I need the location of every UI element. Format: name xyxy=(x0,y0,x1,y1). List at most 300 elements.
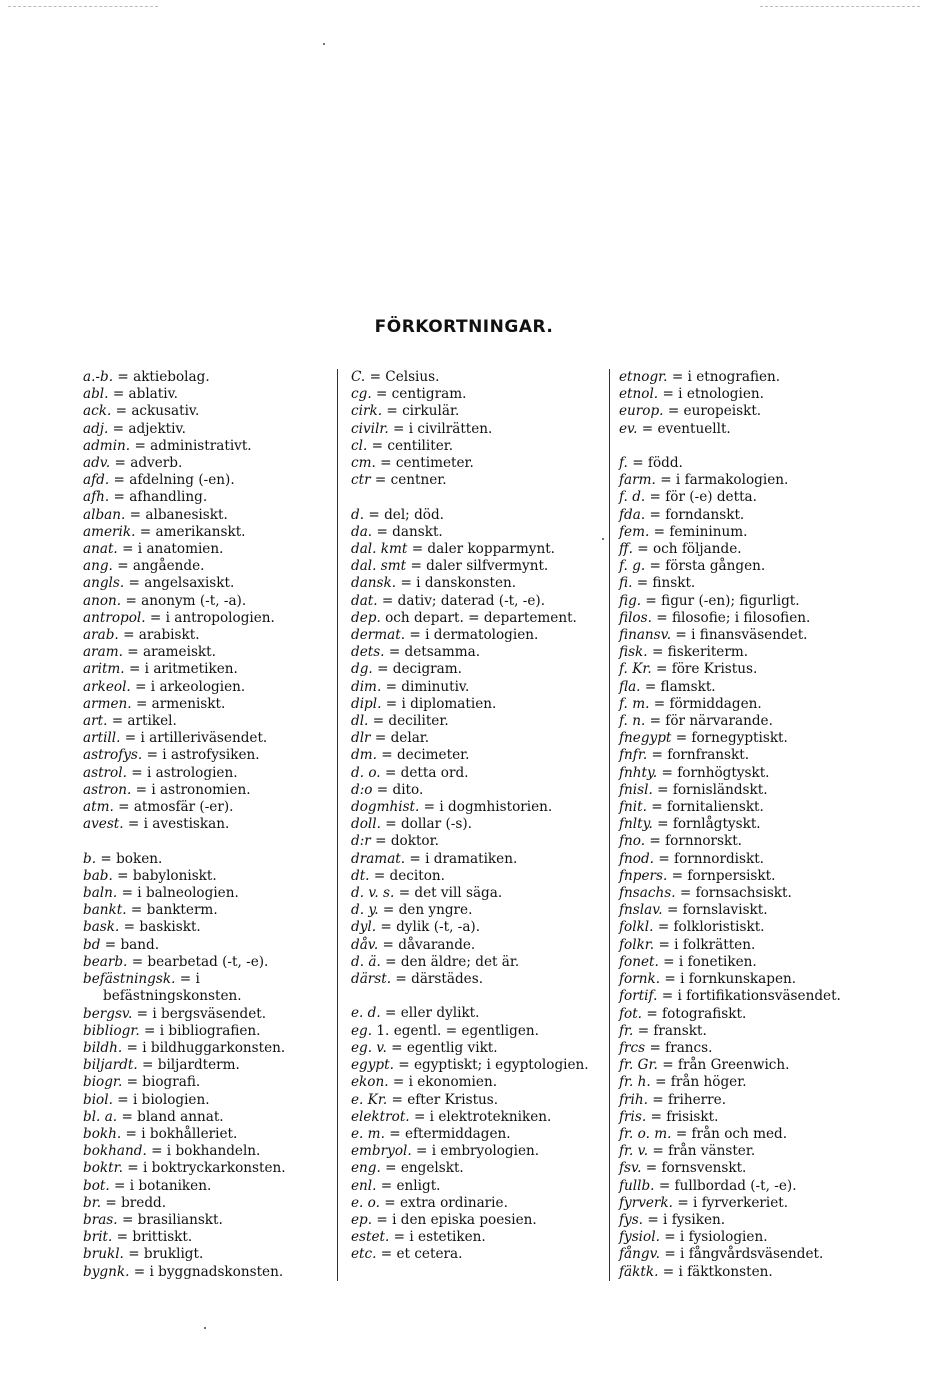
definition: = fotografiskt. xyxy=(646,1005,747,1022)
abbreviation-entry xyxy=(83,954,333,971)
definition: = atmosfär (-er). xyxy=(118,799,234,816)
abbreviation-entry xyxy=(351,472,606,489)
definition: = i artilleriväsendet. xyxy=(124,730,268,747)
abbreviation-entry xyxy=(351,1195,606,1212)
abbreviation-entry xyxy=(619,386,869,403)
abbreviation-entry xyxy=(83,644,333,661)
abbreviation: arkeol. xyxy=(83,678,131,695)
abbreviation: d. ä. xyxy=(351,953,381,970)
abbreviation: fot. xyxy=(619,1005,642,1022)
definition: = adverb. xyxy=(114,455,183,472)
abbreviation: d. v. s. xyxy=(351,885,395,902)
abbreviation-entry xyxy=(351,610,606,627)
definition: = för (-e) detta. xyxy=(649,489,757,506)
abbreviation: d:r xyxy=(351,833,371,850)
definition: = före Kristus. xyxy=(656,661,758,678)
abbreviation-entry xyxy=(351,902,606,919)
abbreviation-entry xyxy=(83,627,333,644)
abbreviation: afh. xyxy=(83,489,110,506)
abbreviation-entry xyxy=(83,438,333,455)
abbreviation-entry xyxy=(619,507,869,524)
abbreviation-entry xyxy=(83,489,333,506)
definition: = efter Kristus. xyxy=(391,1091,499,1108)
definition: = i den episka poesien. xyxy=(376,1211,537,1228)
definition: = flamskt. xyxy=(644,678,716,695)
abbreviation: fyrverk. xyxy=(619,1194,673,1211)
definition: = decigram. xyxy=(377,661,462,678)
definition: = baskiskt. xyxy=(123,919,201,936)
definition: = brukligt. xyxy=(128,1246,204,1263)
abbreviation-entry xyxy=(619,1057,869,1074)
abbreviation: doll. xyxy=(351,816,381,833)
abbreviation-entry xyxy=(351,541,606,558)
definition: = friherre. xyxy=(652,1091,727,1108)
abbreviation: antropol. xyxy=(83,609,146,626)
abbreviation-entry xyxy=(83,816,333,833)
abbreviation: dramat. xyxy=(351,850,406,867)
abbreviation-entry xyxy=(619,799,869,816)
abbreviation-entry xyxy=(83,1006,333,1023)
abbreviation-entry xyxy=(83,1229,333,1246)
abbreviation-entry xyxy=(83,593,333,610)
definition: = dylik (-t, -a). xyxy=(380,919,481,936)
abbreviation: fnlty. xyxy=(619,816,653,833)
abbreviation-entry xyxy=(619,902,869,919)
abbreviation: alban. xyxy=(83,506,126,523)
abbreviation: fullb. xyxy=(619,1177,655,1194)
definition: = administrativt. xyxy=(134,437,252,454)
definition: = fornsvenskt. xyxy=(645,1160,747,1177)
abbreviation: fångv. xyxy=(619,1246,660,1263)
abbreviation-entry xyxy=(619,954,869,971)
abbreviation: e. m. xyxy=(351,1125,385,1142)
definition: = i fornkunskapen. xyxy=(664,971,797,988)
definition: = del; död. xyxy=(368,506,444,523)
abbreviation: angls. xyxy=(83,575,125,592)
abbreviation-entry xyxy=(619,1212,869,1229)
abbreviation: fnpers. xyxy=(619,867,668,884)
abbreviation-entry xyxy=(619,541,869,558)
definition: = den äldre; det är. xyxy=(385,953,520,970)
definition: = aktiebolag. xyxy=(117,369,210,385)
definition: = fornpersiskt. xyxy=(671,867,776,884)
abbreviation: ff. xyxy=(619,541,633,558)
abbreviation-entry xyxy=(83,1195,333,1212)
abbreviation-entry xyxy=(351,868,606,885)
abbreviation-column-1 xyxy=(83,369,333,1281)
abbreviation: dansk. xyxy=(351,575,397,592)
abbreviation: astron. xyxy=(83,781,132,798)
abbreviation: ang. xyxy=(83,558,113,575)
definition: = i befästningskonsten. xyxy=(103,971,242,1005)
definition: = centigram. xyxy=(375,386,467,403)
definition: = fiskeriterm. xyxy=(651,644,749,661)
abbreviation-entry xyxy=(351,1005,606,1022)
definition: = arabiskt. xyxy=(123,627,200,644)
abbreviation: ev. xyxy=(619,420,638,437)
definition: = född. xyxy=(632,455,683,471)
definition: = armeniskt. xyxy=(135,695,226,712)
abbreviation: f. m. xyxy=(619,695,650,712)
abbreviation-entry xyxy=(619,782,869,799)
definition: = fornitalienskt. xyxy=(651,799,764,816)
abbreviation: dets. xyxy=(351,644,385,661)
abbreviation: br. xyxy=(83,1194,102,1211)
abbreviation: fris. xyxy=(619,1108,647,1125)
abbreviation: C. xyxy=(351,369,366,385)
abbreviation: dermat. xyxy=(351,627,406,644)
section-gap xyxy=(351,988,606,1005)
definition: = för närvarande. xyxy=(649,713,773,730)
abbreviation-entry xyxy=(351,1126,606,1143)
abbreviation-entry xyxy=(619,919,869,936)
abbreviation: dlr xyxy=(351,730,371,747)
speck xyxy=(204,1327,206,1329)
definition: = fornhögtyskt. xyxy=(661,764,770,781)
abbreviation: fem. xyxy=(619,523,650,540)
abbreviation: ekon. xyxy=(351,1074,389,1091)
abbreviation: admin. xyxy=(83,437,131,454)
abbreviation: atm. xyxy=(83,799,114,816)
abbreviation-entry xyxy=(83,799,333,816)
definition: = decimeter. xyxy=(381,747,470,764)
definition: = i botaniken. xyxy=(114,1177,212,1194)
definition: = i dramatiken. xyxy=(409,850,518,867)
abbreviation: da. xyxy=(351,523,373,540)
abbreviation-entry xyxy=(619,1160,869,1177)
section-gap xyxy=(83,833,333,850)
abbreviation-entry xyxy=(83,1264,333,1281)
definition: = folkloristiskt. xyxy=(657,919,765,936)
abbreviation: frcs xyxy=(619,1039,646,1056)
abbreviation: fno. xyxy=(619,833,646,850)
abbreviation-entry xyxy=(351,661,606,678)
abbreviation-entry xyxy=(619,403,869,420)
abbreviation-entry xyxy=(351,1074,606,1091)
definition: = i antropologien. xyxy=(149,609,275,626)
abbreviation-entry xyxy=(351,1246,606,1263)
definition: = förmiddagen. xyxy=(653,695,762,712)
definition: = dollar (-s). xyxy=(385,816,472,833)
abbreviation: anat. xyxy=(83,541,118,558)
abbreviation: fäktk. xyxy=(619,1263,659,1280)
abbreviation-entry xyxy=(83,851,333,868)
abbreviation-entry xyxy=(619,1040,869,1057)
abbreviation-entry xyxy=(83,747,333,764)
definition: = i folkrätten. xyxy=(658,936,756,953)
abbreviation-entry xyxy=(619,455,869,472)
abbreviation: fnfr. xyxy=(619,747,648,764)
abbreviation-entry xyxy=(83,937,333,954)
abbreviation-entry xyxy=(351,1092,606,1109)
abbreviation-entry xyxy=(619,369,869,386)
definition: = engelskt. xyxy=(385,1160,464,1177)
abbreviation-entry xyxy=(619,489,869,506)
definition: = biografi. xyxy=(126,1074,201,1091)
definition: = i boktryckarkonsten. xyxy=(127,1160,286,1177)
abbreviation: brit. xyxy=(83,1229,113,1246)
abbreviation-entry xyxy=(83,507,333,524)
abbreviation: farm. xyxy=(619,472,656,489)
abbreviation: enl. xyxy=(351,1177,377,1194)
abbreviation: dg. xyxy=(351,661,373,678)
abbreviation: bd xyxy=(83,936,101,953)
abbreviation: baln. xyxy=(83,885,118,902)
abbreviation: a.-b. xyxy=(83,369,114,385)
definition: = centner. xyxy=(374,472,447,489)
definition: = adjektiv. xyxy=(112,420,186,437)
column-divider xyxy=(609,369,610,1281)
abbreviation-entry xyxy=(83,1109,333,1126)
abbreviation-entry xyxy=(83,472,333,489)
definition: = detta ord. xyxy=(384,764,469,781)
abbreviation-entry xyxy=(619,937,869,954)
abbreviation-entry xyxy=(83,455,333,472)
abbreviation-entry xyxy=(83,868,333,885)
abbreviation-entry xyxy=(351,644,606,661)
definition: = detsamma. xyxy=(388,644,481,661)
abbreviation: fda. xyxy=(619,506,646,523)
definition: = i civilrätten. xyxy=(393,420,493,437)
definition: = i ekonomien. xyxy=(392,1074,498,1091)
abbreviation-entry xyxy=(619,1023,869,1040)
definition: = bredd. xyxy=(105,1194,167,1211)
definition: = extra ordinarie. xyxy=(384,1194,508,1211)
abbreviation-entry xyxy=(351,954,606,971)
abbreviation-entry xyxy=(619,558,869,575)
abbreviation-entry xyxy=(351,455,606,472)
definition: = brasilianskt. xyxy=(121,1211,223,1228)
definition: = i dogmhistorien. xyxy=(423,799,553,816)
abbreviation: bygnk. xyxy=(83,1263,130,1280)
abbreviation: astrofys. xyxy=(83,747,143,764)
abbreviation-entry xyxy=(83,1074,333,1091)
abbreviation: egypt. xyxy=(351,1057,394,1074)
definition: = från Greenwich. xyxy=(662,1057,790,1074)
abbreviation-entry xyxy=(619,1246,869,1263)
abbreviation-entry xyxy=(619,1126,869,1143)
abbreviation-entry xyxy=(619,730,869,747)
abbreviation: bl. a. xyxy=(83,1108,118,1125)
abbreviation: biogr. xyxy=(83,1074,123,1091)
definition: = dåvarande. xyxy=(382,936,476,953)
definition: = egyptiskt; i egyptologien. xyxy=(398,1057,589,1074)
definition: = i danskonsten. xyxy=(400,575,517,592)
abbreviation-entry xyxy=(619,472,869,489)
definition: = filosofie; i filosofien. xyxy=(656,609,811,626)
abbreviation-entry xyxy=(83,1126,333,1143)
definition: = i biologien. xyxy=(117,1091,210,1108)
abbreviation-entry xyxy=(619,765,869,782)
abbreviation: cl. xyxy=(351,437,368,454)
definition: = i elektrotekniken. xyxy=(413,1108,552,1125)
abbreviation: elektrot. xyxy=(351,1108,410,1125)
definition: = europeiskt. xyxy=(667,403,762,420)
abbreviation-entry xyxy=(619,627,869,644)
abbreviation-entry xyxy=(351,575,606,592)
abbreviation-entry xyxy=(83,1178,333,1195)
abbreviation: dyl. xyxy=(351,919,377,936)
abbreviation: fysiol. xyxy=(619,1229,660,1246)
abbreviation: abl. xyxy=(83,386,109,403)
definition: = franskt. xyxy=(637,1022,707,1039)
abbreviation: dal. smt xyxy=(351,558,407,575)
abbreviation: f. xyxy=(619,455,628,471)
definition: = dito. xyxy=(376,781,424,798)
definition: = från och med. xyxy=(675,1125,788,1142)
abbreviation: frih. xyxy=(619,1091,648,1108)
abbreviation: bokh. xyxy=(83,1125,122,1142)
abbreviation: adj. xyxy=(83,420,109,437)
abbreviation: fornk. xyxy=(619,971,661,988)
abbreviation-entry xyxy=(351,816,606,833)
definition: = finskt. xyxy=(636,575,696,592)
abbreviation-entry xyxy=(351,885,606,902)
abbreviation: eng. xyxy=(351,1160,381,1177)
abbreviation-entry xyxy=(351,833,606,850)
definition: = i fysiken. xyxy=(647,1211,726,1228)
definition: = i aritmetiken. xyxy=(128,661,238,678)
abbreviation: avest. xyxy=(83,816,124,833)
abbreviation: cm. xyxy=(351,455,376,472)
definition: = afdelning (-en). xyxy=(113,472,235,489)
definition: = deciliter. xyxy=(372,713,449,730)
abbreviation: dåv. xyxy=(351,936,379,953)
definition: = daler silfvermynt. xyxy=(410,558,549,575)
abbreviation-entry xyxy=(619,1092,869,1109)
abbreviation: bokhand. xyxy=(83,1143,147,1160)
definition: = babyloniskt. xyxy=(117,867,217,884)
definition: = i arkeologien. xyxy=(135,678,246,695)
abbreviation-entry xyxy=(619,1229,869,1246)
abbreviation: europ. xyxy=(619,403,664,420)
abbreviation: fnit. xyxy=(619,799,647,816)
abbreviation-entry xyxy=(619,1109,869,1126)
abbreviation: dat. xyxy=(351,592,378,609)
definition: = enligt. xyxy=(380,1177,441,1194)
abbreviation-entry xyxy=(351,1178,606,1195)
definition: = angående. xyxy=(117,558,205,575)
abbreviation: biljardt. xyxy=(83,1057,138,1074)
abbreviation-entry xyxy=(351,1109,606,1126)
definition: = fornnorskt. xyxy=(649,833,743,850)
definition: = doktor. xyxy=(375,833,439,850)
abbreviation-entry xyxy=(351,1160,606,1177)
definition: = centiliter. xyxy=(371,437,454,454)
abbreviation: fortif. xyxy=(619,988,658,1005)
abbreviation-entry xyxy=(83,1057,333,1074)
abbreviation: bras. xyxy=(83,1211,118,1228)
definition: = frisiskt. xyxy=(650,1108,719,1125)
definition: = i etnologien. xyxy=(662,386,764,403)
abbreviation: brukl. xyxy=(83,1246,124,1263)
abbreviation: bask. xyxy=(83,919,120,936)
abbreviation-entry xyxy=(619,988,869,1005)
abbreviation: dm. xyxy=(351,747,377,764)
abbreviation-entry xyxy=(351,1040,606,1057)
abbreviation: artill. xyxy=(83,730,121,747)
abbreviation: fnegypt xyxy=(619,730,672,747)
abbreviation: b. xyxy=(83,850,97,867)
abbreviation-entry xyxy=(83,713,333,730)
abbreviation-entry xyxy=(619,713,869,730)
abbreviation: ack. xyxy=(83,403,112,420)
definition: = i avestiskan. xyxy=(127,816,230,833)
abbreviation: biol. xyxy=(83,1091,113,1108)
abbreviation: d:o xyxy=(351,781,373,798)
definition: = i fäktkonsten. xyxy=(662,1263,773,1280)
top-edge-line-left xyxy=(8,6,158,8)
definition: = boken. xyxy=(100,850,163,867)
abbreviation-entry xyxy=(83,696,333,713)
abbreviation-entry xyxy=(83,403,333,420)
abbreviation: eg. xyxy=(351,1022,373,1039)
abbreviation: anon. xyxy=(83,592,122,609)
abbreviation-entry xyxy=(83,971,333,1005)
definition: = i bibliografien. xyxy=(144,1022,261,1039)
definition: = anonym (-t, -a). xyxy=(125,592,247,609)
definition: = i dermatologien. xyxy=(409,627,539,644)
abbreviation-entry xyxy=(351,421,606,438)
abbreviation: etnogr. xyxy=(619,369,668,385)
definition: = biljardterm. xyxy=(142,1057,240,1074)
abbreviation-entry xyxy=(83,902,333,919)
abbreviation-entry xyxy=(351,1057,606,1074)
abbreviation-entry xyxy=(619,1178,869,1195)
abbreviation: civilr. xyxy=(351,420,389,437)
definition: = eller dylikt. xyxy=(385,1005,480,1022)
abbreviation: astrol. xyxy=(83,764,127,781)
abbreviation: fnslav. xyxy=(619,902,663,919)
abbreviation-entry xyxy=(83,765,333,782)
definition: = dativ; daterad (-t, -e). xyxy=(381,592,546,609)
abbreviation: folkl. xyxy=(619,919,654,936)
abbreviation: fisk. xyxy=(619,644,648,661)
abbreviation-entry xyxy=(619,971,869,988)
abbreviation-entry xyxy=(619,1264,869,1281)
abbreviation-entry xyxy=(83,1143,333,1160)
abbreviation-entry xyxy=(83,1160,333,1177)
abbreviation: därst. xyxy=(351,971,392,988)
section-gap xyxy=(351,489,606,506)
abbreviation: bankt. xyxy=(83,902,127,919)
abbreviation-entry xyxy=(83,885,333,902)
definition: = brittiskt. xyxy=(116,1229,193,1246)
abbreviation-entry xyxy=(351,524,606,541)
abbreviation-entry xyxy=(83,730,333,747)
abbreviation-entry xyxy=(619,575,869,592)
definition: = fornegyptiskt. xyxy=(675,730,788,747)
abbreviation-entry xyxy=(619,1006,869,1023)
definition: = fornnordiskt. xyxy=(658,850,764,867)
definition: = i byggnadskonsten. xyxy=(133,1263,284,1280)
abbreviation: folkr. xyxy=(619,936,655,953)
abbreviation: bibliogr. xyxy=(83,1022,140,1039)
abbreviation-entry xyxy=(619,524,869,541)
abbreviation-entry xyxy=(351,937,606,954)
abbreviation-entry xyxy=(351,369,606,386)
definition: = figur (-en); figurligt. xyxy=(645,592,800,609)
definition: = amerikanskt. xyxy=(139,523,246,540)
abbreviation-entry xyxy=(619,816,869,833)
abbreviation-entry xyxy=(351,1143,606,1160)
abbreviation-entry xyxy=(83,386,333,403)
abbreviation: fonet. xyxy=(619,953,659,970)
abbreviation: bergsv. xyxy=(83,1005,133,1022)
abbreviation-entry xyxy=(83,1212,333,1229)
abbreviation: etnol. xyxy=(619,386,659,403)
abbreviation-entry xyxy=(619,679,869,696)
